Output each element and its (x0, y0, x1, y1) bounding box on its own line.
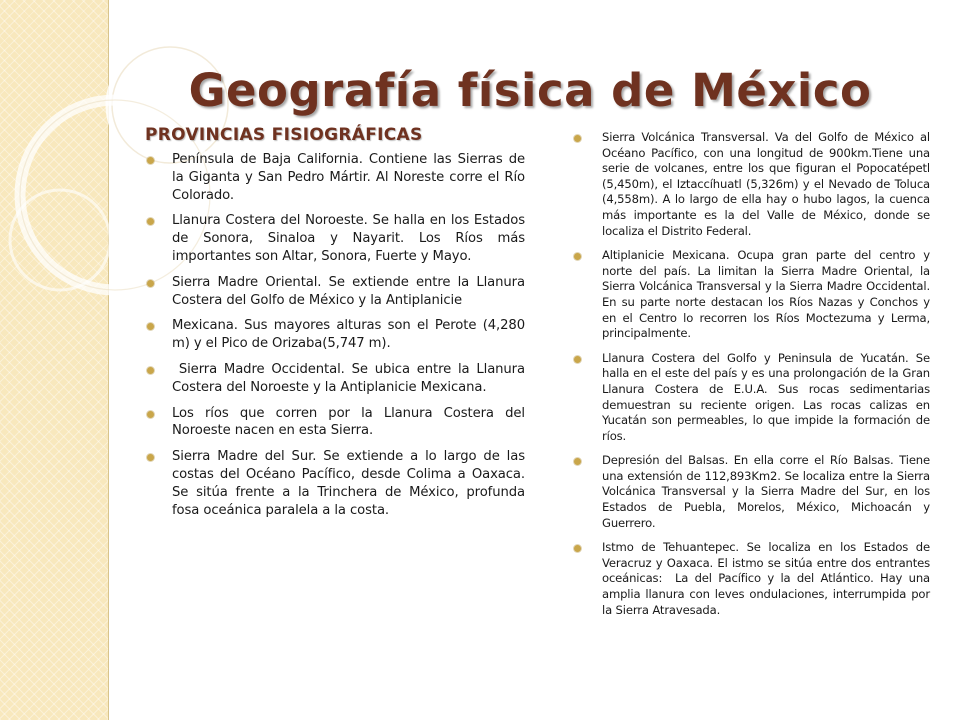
list-item (145, 274, 525, 310)
list-item (145, 151, 525, 204)
list-item (145, 448, 525, 519)
bullet-icon (574, 545, 581, 552)
bullet-icon (574, 458, 581, 465)
list-item (145, 317, 525, 353)
left-bullet-list (145, 151, 530, 519)
list-item (570, 540, 934, 618)
bullet-icon (147, 367, 154, 374)
bullet-icon (147, 280, 154, 287)
list-item (145, 361, 530, 397)
bullet-icon (147, 323, 154, 330)
bullet-icon (147, 454, 154, 461)
list-item (145, 405, 525, 441)
list-item-text: Los ríos que corren por la Llanura Costera del Noroeste nacen en esta Sierra. (172, 405, 525, 439)
list-item-text: Sierra Madre Occidental. Se ubica entre la Llanura Costera del Noroeste y la Antiplanicie Mexicana. (172, 361, 530, 395)
list-item (570, 351, 930, 445)
list-item-text: Península de Baja California. Contiene las Sierras de la Giganta y San Pedro Mártir. Al Noreste corre el Río Colorado. (172, 152, 525, 203)
bullet-icon (147, 411, 154, 418)
bullet-icon (574, 135, 581, 142)
list-item-text: Mexicana. Sus mayores alturas son el Perote (4,280 m) y el Pico de Orizaba(5,747 m). (172, 318, 525, 352)
list-item (570, 248, 930, 342)
list-item-text: Depresión del Balsas. En ella corre el Río Balsas. Tiene una extensión de 112,893Km2. Se localiza entre la Sierra Volcánica Transversal y la Sierra Madre del Sur, en los Estados de Puebla, Morelos, México, Michoacán y Guerrero. (602, 453, 930, 530)
list-item-text: Sierra Volcánica Transversal. Va del Golfo de México al Océano Pacífico, con una longitud de 900km.Tiene una serie de volcanes, entre los que figuran el Popocatépetl (5,450m), el Iztaccíhuatl (5,326m) y el Nevado de Toluca (4,558m). A lo largo de ella hay o hubo lagos, la cuenca más importante es la del Valle de México, donde se localiza el Distrito Federal. (602, 130, 930, 238)
list-item-text: Llanura Costera del Noroeste. Se halla en los Estados de Sonora, Sinaloa y Nayarit. Los Ríos más importantes son Altar, Sonora, Fuerte y Mayo. (172, 213, 525, 264)
list-item (145, 212, 525, 265)
list-item (570, 130, 930, 239)
right-column (570, 130, 934, 627)
list-item-text: Sierra Madre del Sur. Se extiende a lo largo de las costas del Océano Pacífico, desde Colima a Oaxaca. Se sitúa frente a la Trinchera de México, profunda fosa oceánica paralela a la costa. (172, 449, 525, 518)
bullet-icon (147, 218, 154, 225)
list-item-text: Istmo de Tehuantepec. Se localiza en los Estados de Veracruz y Oaxaca. El istmo se sitúa entre dos entrantes oceánicas: La del Pacífico y la del Atlántico. Hay una amplia llanura con leves ondulaciones, interrumpida por la Sierra Atravesada. (602, 540, 934, 617)
list-item-text: Llanura Costera del Golfo y Peninsula de Yucatán. Se halla en el este del país y es una prolongación de la Gran Llanura Costera de E.U.A. Sus rocas sedimentarias demuestran su reciente origen. Las rocas calizas en Yucatán son permeables, lo que impide la formación de ríos. (602, 350, 930, 443)
bullet-icon (147, 157, 154, 164)
section-heading: PROVINCIAS FISIOGRÁFICAS (145, 125, 423, 145)
bullet-icon (574, 356, 581, 363)
left-column (145, 125, 530, 527)
list-item-text: Altiplanicie Mexicana. Ocupa gran parte del centro y norte del país. La limitan la Sierra Madre Oriental, la Sierra Volcánica Transversal y la Sierra Madre Occidental. En su parte norte destacan los Ríos Nazas y Conchos y en el Centro lo recorren los Ríos Moctezuma y Lerma, principalmente. (602, 248, 930, 341)
list-item-text: Sierra Madre Oriental. Se extiende entre la Llanura Costera del Golfo de México y la Antiplanicie (172, 274, 525, 308)
list-item (570, 453, 930, 531)
bullet-icon (574, 253, 581, 260)
right-bullet-list (570, 130, 934, 618)
page-title: Geografía física de México (188, 64, 872, 117)
